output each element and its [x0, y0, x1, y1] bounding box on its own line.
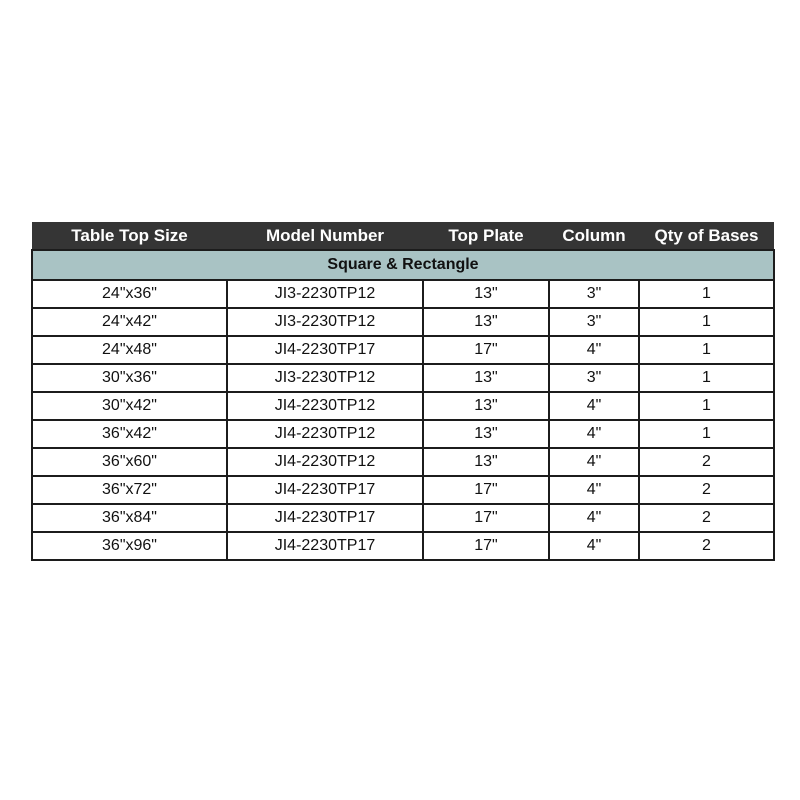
qty-of-bases-cell: 2: [639, 504, 774, 532]
column-cell: 3": [549, 308, 639, 336]
top-plate-cell: 13": [423, 420, 549, 448]
table-row: [32, 448, 774, 476]
table-top-size-cell: 36"x60": [32, 448, 227, 476]
qty-of-bases-cell: 1: [639, 392, 774, 420]
model-number-cell: JI4-2230TP12: [227, 448, 423, 476]
model-number-cell: JI3-2230TP12: [227, 308, 423, 336]
header-top-plate: Top Plate: [423, 222, 549, 250]
top-plate-cell: 13": [423, 280, 549, 308]
column-cell: 3": [549, 280, 639, 308]
table-row: [32, 336, 774, 364]
model-number-cell: JI4-2230TP12: [227, 420, 423, 448]
table-row: [32, 364, 774, 392]
model-number-cell: JI4-2230TP17: [227, 476, 423, 504]
column-cell: 4": [549, 336, 639, 364]
model-number-cell: JI4-2230TP17: [227, 336, 423, 364]
column-cell: 4": [549, 504, 639, 532]
column-cell: 4": [549, 392, 639, 420]
qty-of-bases-cell: 1: [639, 336, 774, 364]
column-cell: 3": [549, 364, 639, 392]
header-qty-of-bases: Qty of Bases: [639, 222, 774, 250]
table-row: [32, 532, 774, 560]
column-cell: 4": [549, 448, 639, 476]
top-plate-cell: 17": [423, 336, 549, 364]
base-spec-table: [31, 222, 775, 561]
qty-of-bases-cell: 2: [639, 448, 774, 476]
top-plate-cell: 17": [423, 504, 549, 532]
table-row: [32, 280, 774, 308]
table-row: [32, 420, 774, 448]
top-plate-cell: 13": [423, 392, 549, 420]
model-number-cell: JI4-2230TP17: [227, 504, 423, 532]
top-plate-cell: 13": [423, 308, 549, 336]
top-plate-cell: 17": [423, 476, 549, 504]
table-top-size-cell: 24"x42": [32, 308, 227, 336]
group-label: Square & Rectangle: [32, 250, 774, 280]
qty-of-bases-cell: 1: [639, 308, 774, 336]
table-top-size-cell: 30"x42": [32, 392, 227, 420]
column-cell: 4": [549, 532, 639, 560]
table-top-size-cell: 30"x36": [32, 364, 227, 392]
header-column: Column: [549, 222, 639, 250]
qty-of-bases-cell: 1: [639, 364, 774, 392]
qty-of-bases-cell: 1: [639, 280, 774, 308]
table-row: [32, 392, 774, 420]
table-top-size-cell: 36"x42": [32, 420, 227, 448]
column-cell: 4": [549, 420, 639, 448]
table-row: [32, 476, 774, 504]
model-number-cell: JI4-2230TP17: [227, 532, 423, 560]
header-model-number: Model Number: [227, 222, 423, 250]
top-plate-cell: 13": [423, 448, 549, 476]
qty-of-bases-cell: 1: [639, 420, 774, 448]
column-cell: 4": [549, 476, 639, 504]
group-row: [32, 250, 774, 280]
model-number-cell: JI4-2230TP12: [227, 392, 423, 420]
table-header-row: [32, 222, 774, 250]
table-top-size-cell: 36"x96": [32, 532, 227, 560]
model-number-cell: JI3-2230TP12: [227, 364, 423, 392]
top-plate-cell: 13": [423, 364, 549, 392]
table-top-size-cell: 36"x84": [32, 504, 227, 532]
qty-of-bases-cell: 2: [639, 476, 774, 504]
model-number-cell: JI3-2230TP12: [227, 280, 423, 308]
table-top-size-cell: 24"x48": [32, 336, 227, 364]
table-top-size-cell: 36"x72": [32, 476, 227, 504]
table-row: [32, 308, 774, 336]
table-top-size-cell: 24"x36": [32, 280, 227, 308]
top-plate-cell: 17": [423, 532, 549, 560]
header-table-top-size: Table Top Size: [32, 222, 227, 250]
qty-of-bases-cell: 2: [639, 532, 774, 560]
table-row: [32, 504, 774, 532]
